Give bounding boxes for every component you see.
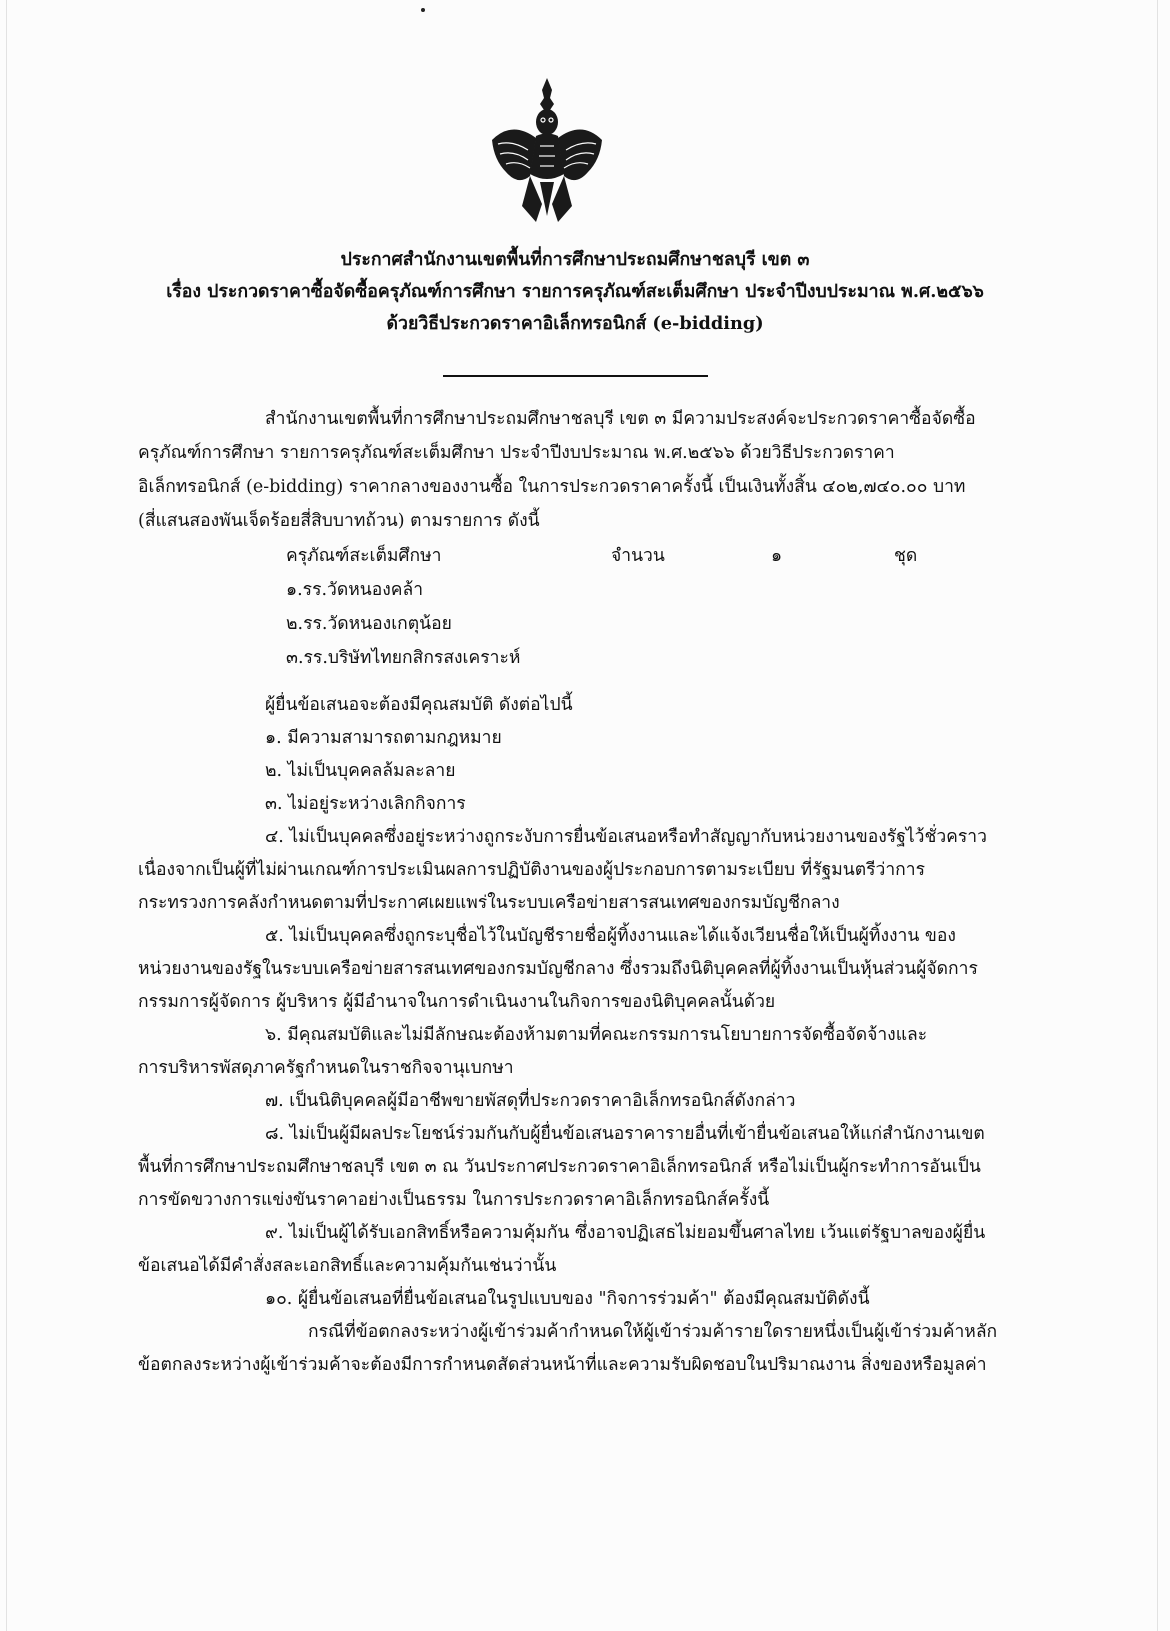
intro-line: อิเล็กทรอนิกส์ (e-bidding) ราคากลางของงานซื้อ ในการประกวดราคาครั้งนี้ เป็นเงินทั้งสิ้น ๔๐๒,๗๔๐.๐๐ บาท: [138, 477, 966, 497]
intro-line: (สี่แสนสองพันเจ็ดร้อยสี่สิบบาทถ้วน) ตามรายการ ดังนี้: [138, 511, 540, 531]
intro-line: สำนักงานเขตพื้นที่การศึกษาประถมศึกษาชลบุรี เขต ๓ มีความประสงค์จะประกวดราคาซื้อจัดซื้อ: [265, 409, 976, 429]
announcement-subject: เรื่อง ประกวดราคาซื้อจัดซื้อครุภัณฑ์การศึกษา รายการครุภัณฑ์สะเต็มศึกษา ประจำปีงบประมาณ พ.ศ.๒๕๖๖: [166, 281, 984, 302]
item-qty-label: จำนวน: [611, 546, 665, 566]
scan-speck: [421, 8, 425, 12]
qualification-item: ข้อเสนอได้มีคำสั่งสละเอกสิทธิ์และความคุ้มกันเช่นว่านั้น: [138, 1256, 557, 1276]
qualification-item: ๑. มีความสามารถตามกฎหมาย: [265, 728, 502, 748]
qualification-item: ๕. ไม่เป็นบุคคลซึ่งถูกระบุชื่อไว้ในบัญชีรายชื่อผู้ทิ้งงานและได้แจ้งเวียนชื่อให้เป็นผู้ทิ้งงาน ของ: [265, 926, 956, 946]
page-edge-right: [1157, 0, 1158, 1631]
garuda-emblem-icon: [484, 76, 610, 226]
item-qty: ๑: [771, 546, 783, 566]
qualification-item: กระทรวงการคลังกำหนดตามที่ประกาศเผยแพร่ในระบบเครือข่ายสารสนเทศของกรมบัญชีกลาง: [138, 893, 840, 913]
qualification-item: ๘. ไม่เป็นผู้มีผลประโยชน์ร่วมกันกับผู้ยื่นข้อเสนอราคารายอื่นที่เข้ายื่นข้อเสนอให้แก่สำนักงานเขต: [265, 1124, 985, 1144]
qualification-item: หน่วยงานของรัฐในระบบเครือข่ายสารสนเทศของกรมบัญชีกลาง ซึ่งรวมถึงนิติบุคคลที่ผู้ทิ้งงานเป็นหุ้นส่วนผู้จัดการ: [138, 959, 978, 979]
title-divider: [443, 375, 708, 377]
item-name: ครุภัณฑ์สะเต็มศึกษา: [286, 546, 442, 566]
qualification-item: ๓. ไม่อยู่ระหว่างเลิกกิจการ: [265, 794, 466, 814]
qualification-item: ๙. ไม่เป็นผู้ได้รับเอกสิทธิ์หรือความคุ้มกัน ซึ่งอาจปฏิเสธไม่ยอมขึ้นศาลไทย เว้นแต่รัฐบาลของผู้ยื่น: [265, 1223, 986, 1243]
school-item: ๓.รร.บริษัทไทยกสิกรสงเคราะห์: [286, 648, 521, 668]
item-unit: ชุด: [894, 546, 918, 566]
qualification-item: กรรมการผู้จัดการ ผู้บริหาร ผู้มีอำนาจในการดำเนินงานในกิจการของนิติบุคคลนั้นด้วย: [138, 992, 776, 1012]
qualification-item: ข้อตกลงระหว่างผู้เข้าร่วมค้าจะต้องมีการกำหนดสัดส่วนหน้าที่และความรับผิดชอบในปริมาณงาน สิ่งของหรือมูลค่า: [138, 1355, 987, 1375]
qualification-item: ๔. ไม่เป็นบุคคลซึ่งอยู่ระหว่างถูกระงับการยื่นข้อเสนอหรือทำสัญญากับหน่วยงานของรัฐไว้ชั่วคราว: [265, 827, 987, 847]
school-item: ๒.รร.วัดหนองเกตุน้อย: [286, 614, 452, 634]
qualification-item: ๖. มีคุณสมบัติและไม่มีลักษณะต้องห้ามตามที่คณะกรรมการนโยบายการจัดซื้อจัดจ้างและ: [265, 1025, 928, 1045]
school-item: ๑.รร.วัดหนองคล้า: [286, 580, 424, 600]
qualification-item: การบริหารพัสดุภาครัฐกำหนดในราชกิจจานุเบกษา: [138, 1058, 514, 1078]
qualification-heading: ผู้ยื่นข้อเสนอจะต้องมีคุณสมบัติ ดังต่อไปนี้: [265, 695, 573, 715]
qualification-item: ๒. ไม่เป็นบุคคลล้มละลาย: [265, 761, 456, 781]
intro-line: ครุภัณฑ์การศึกษา รายการครุภัณฑ์สะเต็มศึกษา ประจำปีงบประมาณ พ.ศ.๒๕๖๖ ด้วยวิธีประกวดราคา: [138, 443, 895, 463]
announcement-method: ด้วยวิธีประกวดราคาอิเล็กทรอนิกส์ (e-bidding): [386, 313, 764, 334]
qualification-item: ๗. เป็นนิติบุคคลผู้มีอาชีพขายพัสดุที่ประกวดราคาอิเล็กทรอนิกส์ดังกล่าว: [265, 1091, 796, 1111]
qualification-item: พื้นที่การศึกษาประถมศึกษาชลบุรี เขต ๓ ณ วันประกาศประกวดราคาอิเล็กทรอนิกส์ หรือไม่เป็นผู้กระทำการอันเป็น: [138, 1157, 981, 1177]
announcement-title: ประกาศสำนักงานเขตพื้นที่การศึกษาประถมศึกษาชลบุรี เขต ๓: [340, 249, 810, 270]
qualification-item: การขัดขวางการแข่งขันราคาอย่างเป็นธรรม ในการประกวดราคาอิเล็กทรอนิกส์ครั้งนี้: [138, 1190, 770, 1210]
qualification-item: เนื่องจากเป็นผู้ที่ไม่ผ่านเกณฑ์การประเมินผลการปฏิบัติงานของผู้ประกอบการตามระเบียบ ที่รัฐมนตรีว่าการ: [138, 860, 925, 880]
qualification-item: กรณีที่ข้อตกลงระหว่างผู้เข้าร่วมค้ากำหนดให้ผู้เข้าร่วมค้ารายใดรายหนึ่งเป็นผู้เข้าร่วมค้าหลัก: [308, 1322, 998, 1342]
qualification-item: ๑๐. ผู้ยื่นข้อเสนอที่ยื่นข้อเสนอในรูปแบบของ "กิจการร่วมค้า" ต้องมีคุณสมบัติดังนี้: [265, 1289, 870, 1309]
